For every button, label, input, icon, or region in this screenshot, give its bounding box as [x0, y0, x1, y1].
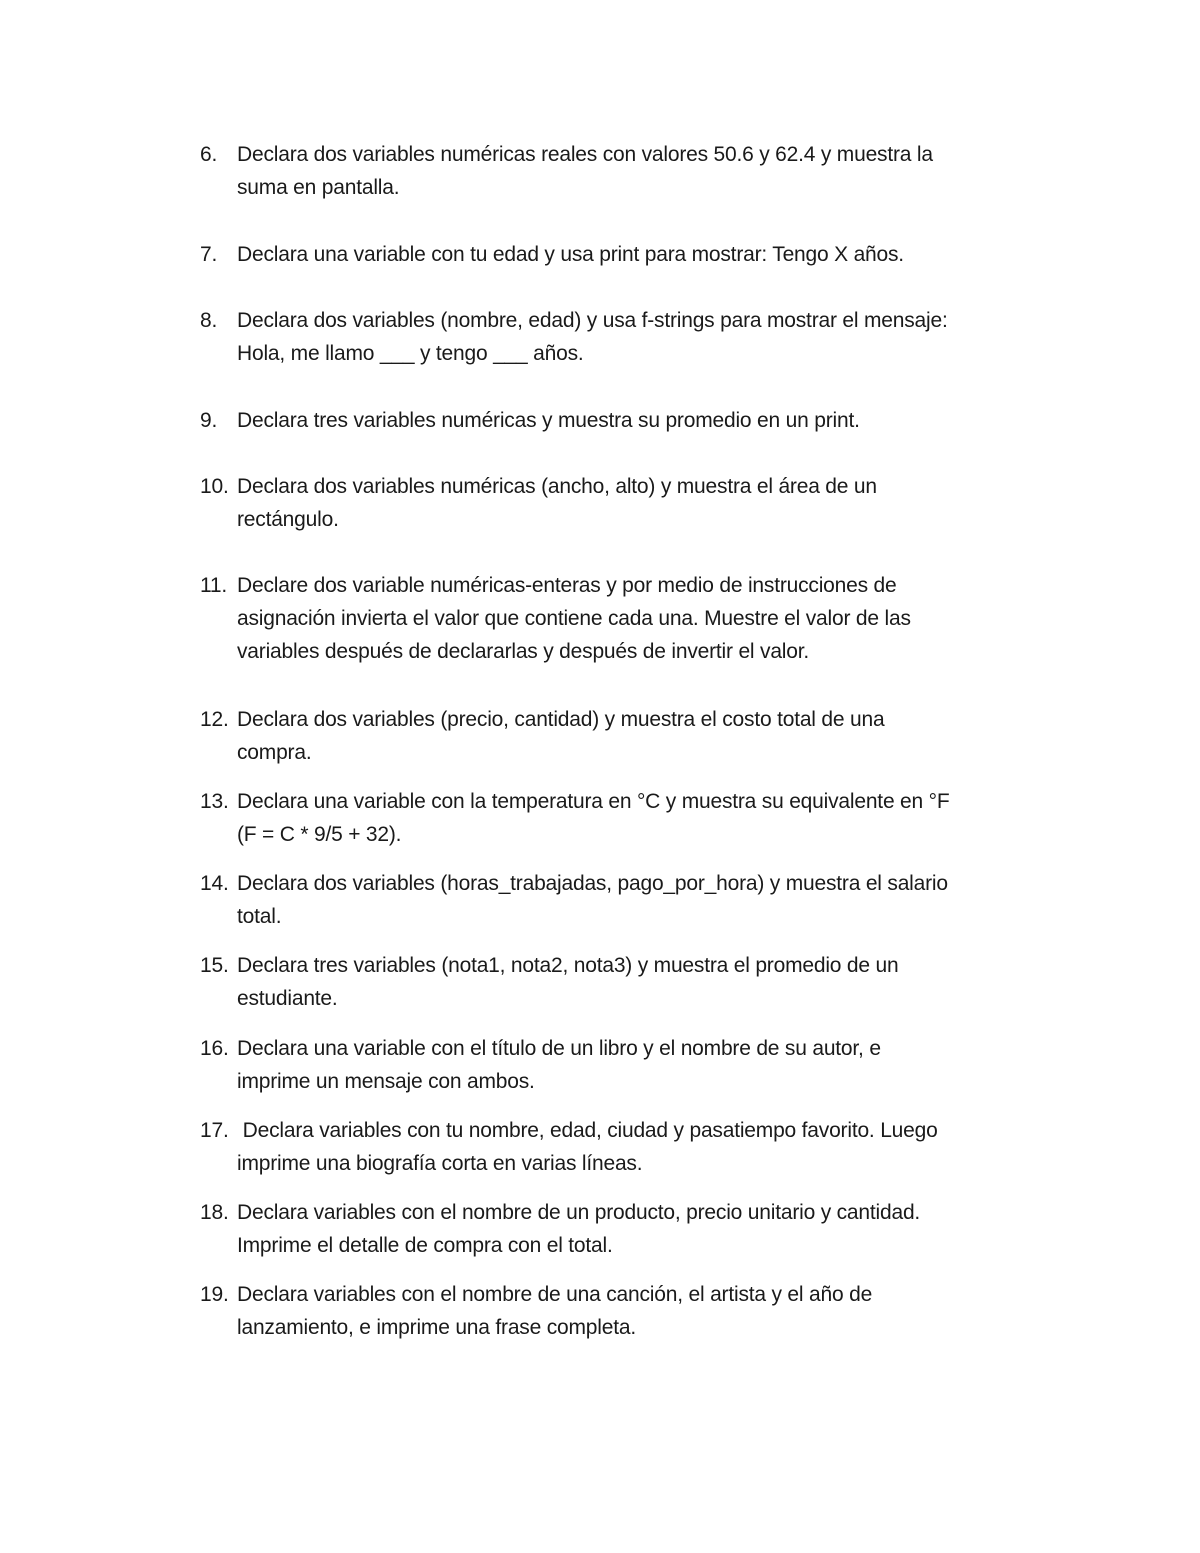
- item-number: 12.: [200, 708, 229, 731]
- item-line: Declara tres variables (nota1, nota2, nota3) y muestra el promedio de un: [237, 954, 899, 977]
- item-number: 18.: [200, 1201, 229, 1224]
- item-line: Declara dos variables (precio, cantidad) y muestra el costo total de una: [237, 708, 885, 731]
- item-line: suma en pantalla.: [237, 176, 400, 199]
- item-number: 15.: [200, 954, 229, 977]
- item-line: (F = C * 9/5 + 32).: [237, 823, 402, 846]
- item-line: imprime una biografía corta en varias líneas.: [237, 1152, 643, 1175]
- exercise-12: [200, 703, 1040, 769]
- item-number: 6.: [200, 143, 218, 166]
- item-line: Declara variables con el nombre de un producto, precio unitario y cantidad.: [237, 1201, 921, 1224]
- exercise-11: [200, 569, 1040, 668]
- item-line: compra.: [237, 741, 312, 764]
- exercise-8: [200, 304, 1040, 370]
- exercise-15: [200, 949, 1040, 1015]
- item-line: Declara dos variables numéricas (ancho, alto) y muestra el área de un: [237, 475, 877, 498]
- exercise-14: [200, 867, 1040, 933]
- item-number: 14.: [200, 872, 229, 895]
- exercise-6: [200, 138, 1040, 204]
- exercise-18: [200, 1196, 1040, 1262]
- item-line: Declara dos variables (horas_trabajadas, pago_por_hora) y muestra el salario: [237, 872, 948, 895]
- item-line: Declara variables con el nombre de una canción, el artista y el año de: [237, 1283, 873, 1306]
- item-line: Declara dos variables numéricas reales con valores 50.6 y 62.4 y muestra la: [237, 143, 933, 166]
- item-number: 7.: [200, 243, 218, 266]
- item-line: estudiante.: [237, 987, 338, 1010]
- item-number: 9.: [200, 409, 218, 432]
- item-line: Hola, me llamo ___ y tengo ___ años.: [237, 342, 584, 365]
- item-number: 16.: [200, 1037, 229, 1060]
- item-line: total.: [237, 905, 282, 928]
- item-line: asignación invierta el valor que contiene cada una. Muestre el valor de las: [237, 607, 911, 630]
- item-number: 17.: [200, 1119, 229, 1142]
- item-line: Declara tres variables numéricas y muestra su promedio en un print.: [237, 409, 860, 432]
- exercise-9: [200, 404, 1040, 437]
- item-number: 10.: [200, 475, 229, 498]
- item-number: 11.: [200, 574, 228, 597]
- item-line: rectángulo.: [237, 508, 339, 531]
- item-line: variables después de declararlas y después de invertir el valor.: [237, 640, 810, 663]
- item-line: Imprime el detalle de compra con el total.: [237, 1234, 613, 1257]
- item-number: 8.: [200, 309, 218, 332]
- item-number: 19.: [200, 1283, 229, 1306]
- exercise-7: [200, 238, 1040, 271]
- exercise-19: [200, 1278, 1040, 1344]
- item-line: Declara una variable con el título de un libro y el nombre de su autor, e: [237, 1037, 881, 1060]
- exercise-16: [200, 1032, 1040, 1098]
- item-line: Declare dos variable numéricas-enteras y por medio de instrucciones de: [237, 574, 897, 597]
- item-number: 13.: [200, 790, 229, 813]
- item-line: Declara dos variables (nombre, edad) y usa f-strings para mostrar el mensaje:: [237, 309, 948, 332]
- item-line: Declara una variable con la temperatura en °C y muestra su equivalente en °F: [237, 790, 950, 813]
- item-line: Declara variables con tu nombre, edad, ciudad y pasatiempo favorito. Luego: [237, 1119, 938, 1142]
- exercise-17: [200, 1114, 1040, 1180]
- item-line: imprime un mensaje con ambos.: [237, 1070, 535, 1093]
- exercise-13: [200, 785, 1040, 851]
- item-line: lanzamiento, e imprime una frase completa.: [237, 1316, 636, 1339]
- item-line: Declara una variable con tu edad y usa print para mostrar: Tengo X años.: [237, 243, 904, 266]
- exercise-10: [200, 470, 1040, 536]
